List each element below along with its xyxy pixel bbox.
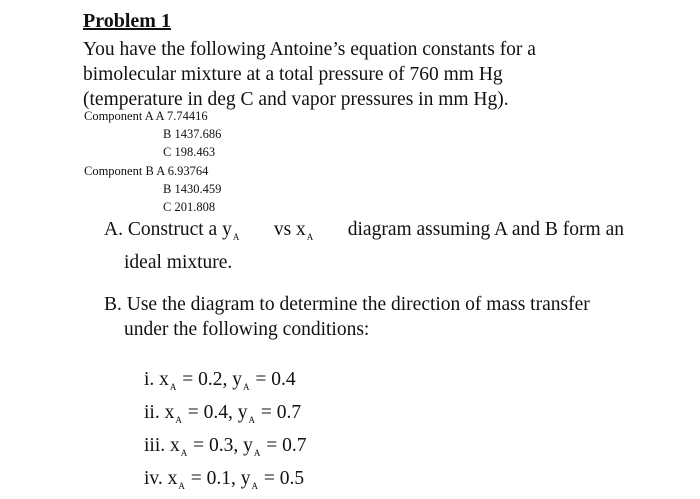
problem-intro xyxy=(83,37,643,112)
component-a-label: Component A A 7.74416 xyxy=(84,109,208,123)
question-b xyxy=(104,292,634,342)
component-a-b: B 1437.686 xyxy=(163,127,222,141)
condition-item: ii. $x_A = 0.4$, $y_A = 0.7$ xyxy=(144,402,302,425)
question-a-middle: vs $x_A$ xyxy=(273,219,314,242)
intro-line: You have the following Antoine’s equation constants for a xyxy=(83,39,536,60)
question-b-line1: B. Use the diagram to determine the direction of mass transfer xyxy=(104,294,590,315)
condition-item: i. $x_A = 0.2$, $y_A = 0.4$ xyxy=(144,369,296,392)
component-b-b: B 1430.459 xyxy=(163,182,222,196)
question-a-line1 xyxy=(104,217,624,250)
problem-title: Problem 1 xyxy=(83,10,171,32)
conditions-list xyxy=(144,367,307,499)
component-b-label: Component B A 6.93764 xyxy=(84,164,209,178)
intro-line: bimolecular mixture at a total pressure of 760 mm Hg xyxy=(83,64,503,85)
component-a-c: C 198.463 xyxy=(163,145,216,159)
condition-item: iii. $x_A = 0.3$, $y_A = 0.7$ xyxy=(144,435,307,458)
question-a-suffix: diagram assuming A and B form an xyxy=(347,219,624,240)
component-b-c: C 201.808 xyxy=(163,200,216,214)
question-a-prefix: A. Construct a $y_A$ xyxy=(104,219,240,242)
question-a-line2: ideal mixture. xyxy=(124,252,233,273)
intro-line: (temperature in deg C and vapor pressures in mm Hg). xyxy=(83,89,509,110)
question-a xyxy=(104,217,624,275)
question-b-line2: under the following conditions: xyxy=(124,319,370,340)
condition-item: iv. $x_A = 0.1$, $y_A = 0.5$ xyxy=(144,468,305,491)
